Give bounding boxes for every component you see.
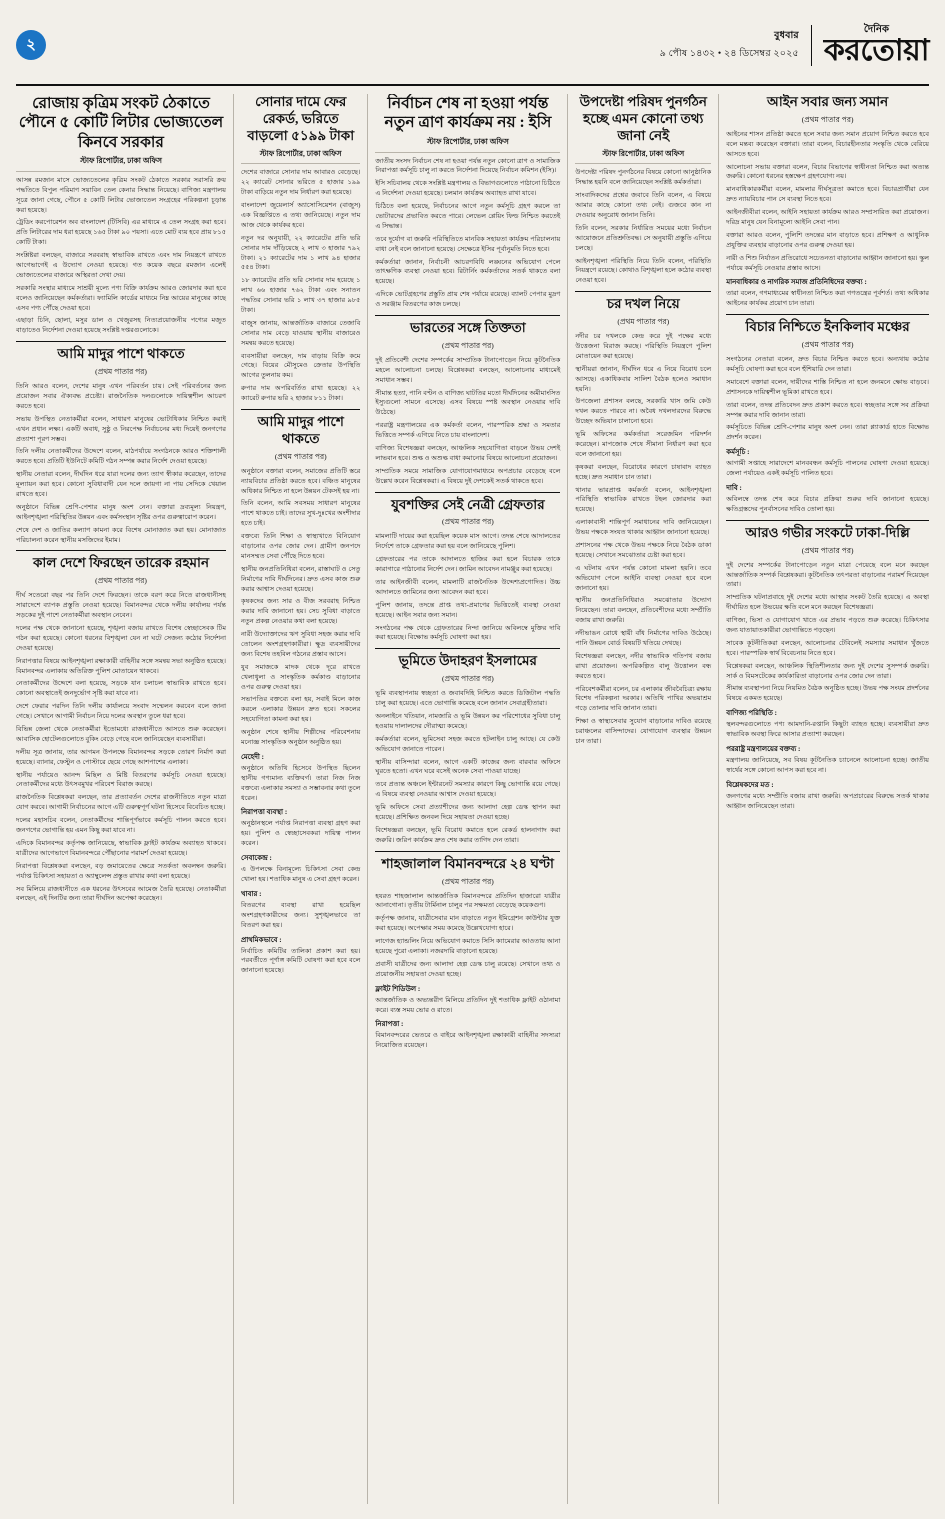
article: [16, 94, 226, 336]
article-headline[interactable]: আমি মাদুর পাশে থাকতে: [257, 413, 344, 446]
subsection-title: পররাষ্ট্র মন্ত্রণালয়ের বক্তব্য :: [726, 745, 801, 754]
subsection-title: বাণিজ্য পরিস্থিতি :: [726, 709, 777, 718]
paragraph: আইনশৃঙ্খলা পরিস্থিতি নিয়ে তিনি বলেন, পরিস্থিতি নিয়ন্ত্রণে রয়েছে। কোথাও বিশৃঙ্খলা হলে কঠোর ব্যবস্থা নেওয়া হবে।: [575, 257, 712, 285]
paragraph: বিভিন্ন জেলা থেকে নেতাকর্মীরা ইতোমধ্যে রাজধানীতে আসতে শুরু করেছেন। আবাসিক হোটেলগুলোতে বুকিং বেড়ে গেছে বলে জানিয়েছেন ব্যবসায়ীরা।: [16, 726, 226, 743]
article: [726, 314, 929, 515]
subsection-title: কর্মসূচি :: [726, 448, 750, 457]
article-headline[interactable]: ভূমিতে উদাহরণ ইসলামের: [398, 653, 537, 669]
column-5: [719, 94, 929, 1504]
paragraph: বিশেষজ্ঞরা বলছেন, নদীর স্বাভাবিক গতিপথ বজায় রাখা প্রয়োজন। অপরিকল্পিত বালু উত্তোলন বন্ধ করতে হবে।: [575, 652, 712, 680]
article-headline[interactable]: আইন সবার জন্য সমান: [767, 94, 889, 109]
article-headline[interactable]: নির্বাচন শেষ না হওয়া পর্যন্ত নতুন ত্রাণ কার্যক্রম নয় : ইসি: [384, 95, 552, 132]
article-headline[interactable]: বিচার নিশ্চিতে ইনকিলাব মঞ্চের: [745, 319, 910, 335]
byline-rule: [375, 152, 560, 153]
paragraph: কর্মকর্তারা জানান, নির্বাচনী আচরণবিধি লঙ্ঘনের অভিযোগ পেলে তাৎক্ষণিক ব্যবস্থা নেওয়া হবে। রিটার্নিং কর্মকর্তাদের সতর্ক থাকতে বলা হয়েছে।: [375, 258, 561, 286]
paragraph: সাম্প্রতিক ঘটনাপ্রবাহে দুই দেশের মধ্যে আস্থার সংকট তৈরি হয়েছে। এ অবস্থা দীর্ঘায়িত হলে উভয়ের ক্ষতি বলে মনে করছেন বিশেষজ্ঞরা।: [726, 594, 929, 612]
continuation-note: (প্রথম পাতার পর): [801, 114, 854, 124]
paragraph: দেশের বাজারে সোনার দাম আবারও বেড়েছে। ২২ ক্যারেট সোনার ভরিতে ৫ হাজার ১৯৯ টাকা বাড়িয়ে নতুন দাম নির্ধারণ করা হয়েছে।: [241, 169, 361, 197]
article-headline[interactable]: কাল দেশে ফিরছেন তারেক রহমান: [32, 555, 210, 571]
paragraph: কর্মকর্তারা বলেন, ভূমিসেবা সহজ করতে হটলাইন চালু আছে। যে কেউ অভিযোগ জানাতে পারেন।: [375, 735, 561, 753]
masthead-day: বুধবার: [774, 30, 799, 41]
paragraph: ভূমি অফিসে সেবা প্রত্যাশীদের জন্য আলাদা হেল্প ডেস্ক স্থাপন করা হয়েছে। প্রশিক্ষিত জনবল দিয়ে সহায়তা দেওয়া হচ্ছে।: [375, 804, 561, 821]
paragraph: প্রবাসী যাত্রীদের জন্য আলাদা হেল্প ডেস্ক চালু রয়েছে। সেখানে তথ্য ও প্রয়োজনীয় সহায়তা দেওয়া হচ্ছে।: [375, 960, 561, 978]
paragraph: রুপার দাম অপরিবর্তিত রাখা হয়েছে। ২২ ক্যারেট রুপার ভরি ২ হাজার ৮১১ টাকা।: [241, 385, 361, 403]
paragraph: এদিকে ভোটগ্রহণের প্রস্তুতি প্রায় শেষ পর্যায়ে রয়েছে। ব্যালট পেপার মুদ্রণ ও সরঞ্জাম বিতরণের কাজ চলছে।: [375, 291, 561, 309]
paragraph: নিরাপত্তা বিশ্লেষকরা বলছেন, বড় জমায়েতের ক্ষেত্রে সতর্কতা অবলম্বন জরুরি। পর্যাপ্ত চিকিৎসা সহায়তা ও অ্যাম্বুলেন্স প্রস্তুত রাখার কথা বলা হয়েছে।: [16, 862, 226, 880]
article: [726, 94, 929, 309]
paragraph: চিঠিতে বলা হয়েছে, নির্বাচনের আগে নতুন কর্মসূচি গ্রহণ করলে তা ভোটারদের প্রভাবিত করতে পারে। লেভেল প্লেয়িং ফিল্ড নিশ্চিত করতেই এ সিদ্ধান্ত।: [375, 203, 561, 230]
paragraph: সংগঠনের পক্ষ থেকে গ্রেফতারের নিন্দা জানিয়ে অবিলম্বে মুক্তির দাবি করা হয়েছে। বিক্ষোভ কর্মসূচি ঘোষণা করা হয়।: [375, 624, 561, 642]
column-4: [568, 94, 719, 1504]
paragraph: শিক্ষা ও স্বাস্থ্যসেবার সুযোগ বাড়ানোর দাবিও রয়েছে চরাঞ্চলের বাসিন্দাদের। যোগাযোগ ব্যবস্থার উন্নয়ন চান তারা।: [575, 718, 712, 745]
subsection-text: অনুষ্ঠানস্থলে পর্যাপ্ত নিরাপত্তা ব্যবস্থা গ্রহণ করা হয়। পুলিশ ও স্বেচ্ছাসেবকরা দায়িত্ব পালন করেন।: [241, 820, 361, 848]
divider-rule: [375, 851, 560, 852]
subsection-title: প্রাথমিকভাবে :: [241, 935, 282, 944]
divider-rule: [16, 341, 226, 342]
paragraph: আসন্ন রমজান মাসে ভোজ্যতেলের কৃত্রিম সংকট ঠেকাতে সরকার সরাসরি ক্রয় পদ্ধতিতে বিপুল পরিমাণ সয়াবিন তেল কেনার সিদ্ধান্ত নিয়েছে। বাণিজ্য মন্ত্রণালয় সূত্রে জানা গেছে, পৌনে ৫ কোটি লিটার ভোজ্যতেল সংগ্রহের পরিকল্পনা চূড়ান্ত করা হয়েছে।: [16, 176, 226, 214]
paragraph: পরিবেশকর্মীরা বলেন, চর এলাকার জীববৈচিত্র্য রক্ষায় বিশেষ পরিকল্পনা দরকার। অতিথি পাখির অভয়াশ্রম গড়ে তোলার দাবি জানান তারা।: [575, 685, 712, 713]
article-headline[interactable]: শাহজালাল বিমানবন্দরে ২৪ ঘণ্টা: [381, 855, 554, 871]
paragraph: আইনজীবীরা বলেন, আইনি সহায়তা কার্যক্রম আরও সম্প্রসারিত করা প্রয়োজন। দরিদ্র মানুষ যেন বিনামূল্যে আইনি সেবা পান।: [726, 209, 929, 226]
paragraph: উপদেষ্টা পরিষদ পুনর্গঠনের বিষয়ে কোনো আনুষ্ঠানিক সিদ্ধান্ত হয়নি বলে জানিয়েছেন সংশ্লিষ্ট কর্মকর্তারা।: [575, 169, 712, 187]
article-grid: [16, 94, 929, 1504]
article-body: [16, 176, 226, 336]
article-headline[interactable]: যুবশক্তির সেই নেত্রী গ্রেফতার: [391, 496, 545, 512]
masthead: [16, 14, 929, 86]
paragraph: আইনের শাসন প্রতিষ্ঠা করতে হলে সবার জন্য সমান প্রয়োগ নিশ্চিত করতে হবে বলে মন্তব্য করেছেন বক্তারা। তারা বলেন, বিচারহীনতার সংস্কৃতি থেকে বেরিয়ে আসতে হবে।: [726, 130, 929, 158]
subsection-text: এ উপলক্ষে বিনামূল্যে চিকিৎসা সেবা কেন্দ্র খোলা হয়। শতাধিক মানুষ এ সেবা গ্রহণ করেন।: [241, 866, 361, 883]
paragraph: তারা বলেন, তদন্ত প্রতিবেদন দ্রুত প্রকাশ করতে হবে। স্বচ্ছতার সঙ্গে সব প্রক্রিয়া সম্পন্ন করার দাবি জানান তারা।: [726, 401, 929, 419]
paragraph: স্থানীয় পর্যায়েও আনন্দ মিছিল ও মিষ্টি বিতরণের কর্মসূচি নেওয়া হয়েছে। নেতাকর্মীদের মধ্যে উৎসবমুখর পরিবেশ বিরাজ করছে।: [16, 771, 226, 789]
masthead-left: [16, 30, 46, 60]
continuation-note: (প্রথম পাতার পর): [801, 340, 854, 350]
paragraph: সীমান্ত হত্যা, পানি বণ্টন ও বাণিজ্য ঘাটতির মতো দীর্ঘদিনের অমীমাংসিত ইস্যুগুলো সামনে এসেছে। এসব বিষয়ে স্পষ্ট অবস্থান নেওয়ার দাবি উঠেছে।: [375, 389, 561, 417]
byline-rule: [575, 163, 711, 164]
paragraph: সীমান্ত ব্যবস্থাপনা নিয়ে নিয়মিত বৈঠক অনুষ্ঠিত হচ্ছে। উভয় পক্ষ সংযম প্রদর্শনের বিষয়ে একমত হয়েছে।: [726, 685, 929, 703]
divider-rule: [726, 520, 929, 521]
paragraph: বাজুস জানায়, আন্তর্জাতিক বাজারে তেজাবি সোনার দাম বেড়ে যাওয়ায় স্থানীয় বাজারেও সমন্বয় করতে হয়েছে।: [241, 319, 361, 347]
article-body: [575, 168, 711, 286]
article-byline: স্টাফ রিপোর্টার, ঢাকা অফিস: [602, 148, 685, 158]
subsection-text: জনগণের মধ্যে সম্প্রীতি বজায় রাখা জরুরি। অপপ্রচারের বিরুদ্ধে সতর্ক থাকার আহ্বান জানিয়েছেন তারা।: [726, 792, 929, 810]
continuation-note: (প্রথম পাতার পর): [95, 367, 147, 377]
continuation-note: (প্রথম পাতার পর): [442, 340, 494, 350]
paragraph: পররাষ্ট্র মন্ত্রণালয়ের এক কর্মকর্তা বলেন, পারস্পরিক শ্রদ্ধা ও সমতার ভিত্তিতে সম্পর্ক এগিয়ে নিতে চায় বাংলাদেশ।: [375, 422, 561, 440]
paragraph: দলীয় সূত্র জানায়, তার আগমন উপলক্ষে বিমানবন্দর সড়কে তোরণ নির্মাণ করা হয়েছে। ব্যানার, ফেস্টুন ও পোস্টারে ছেয়ে গেছে আশপাশের এলাকা।: [16, 748, 226, 766]
article: [375, 851, 560, 1052]
paragraph: সমাবেশে বক্তারা বলেন, দায়ীদের শাস্তি নিশ্চিত না হলে জনমনে ক্ষোভ বাড়বে। প্রশাসনকে দায়িত্বশীল ভূমিকা রাখতে হবে।: [726, 378, 929, 396]
subsection-title: খাবার :: [241, 889, 262, 898]
article-body: [726, 355, 929, 515]
article-headline[interactable]: আমি মাদুর পাশে থাকতে: [57, 346, 185, 362]
newspaper-logo: [811, 25, 929, 66]
column-3: [368, 94, 568, 1504]
article: [375, 492, 560, 644]
paragraph: স্থানীয় জনপ্রতিনিধিরা বলেন, রাস্তাঘাট ও সেতু নির্মাণের দাবি দীর্ঘদিনের। দ্রুত এসব কাজ শুরু করার আশ্বাস দেওয়া হয়েছে।: [241, 565, 361, 593]
paragraph: অনলাইনে খতিয়ান, নামজারি ও ভূমি উন্নয়ন কর পরিশোধের সুবিধা চালু হওয়ায় দালালদের দৌরাত্ম্য কমেছে।: [375, 712, 561, 730]
continuation-note: (প্রথম পাতার পর): [95, 576, 147, 586]
paragraph: কৃষকরা বলছেন, বিরোধের কারণে চাষাবাদ ব্যাহত হচ্ছে। দ্রুত সমাধান চান তারা।: [575, 463, 712, 481]
column-2: [234, 94, 368, 1504]
article-headline[interactable]: সোনার দামে ফের রেকর্ড, ভরিতে বাড়লো ৫১৯৯ টাকা: [247, 94, 355, 143]
continuation-note: (প্রথম পাতার পর): [617, 317, 670, 327]
article: [241, 409, 360, 976]
paragraph: এদিকে বিমানবন্দর কর্তৃপক্ষ জানিয়েছে, স্বাভাবিক ফ্লাইট কার্যক্রম অব্যাহত থাকবে। যাত্রীদের আগেভাগে বিমানবন্দরে পৌঁছানোর পরামর্শ দেওয়া হয়েছে।: [16, 839, 226, 857]
paragraph: বাণিজ্য, ভিসা ও যোগাযোগ খাতে এর প্রভাব পড়তে শুরু করেছে। চিকিৎসার জন্য যাতায়াতকারীরা ভোগান্তিতে পড়ছেন।: [726, 617, 929, 635]
paragraph: ভূমি ব্যবস্থাপনায় স্বচ্ছতা ও জবাবদিহি নিশ্চিত করতে ডিজিটাল পদ্ধতি চালু করা হয়েছে। এতে ভোগান্তি কমেছে বলে জানান সেবাগ্রহীতারা।: [375, 690, 561, 708]
article-body: [16, 591, 226, 904]
article-headline[interactable]: চর দখল নিয়ে: [606, 296, 680, 312]
paragraph: নদীভাঙন রোধে স্থায়ী বাঁধ নির্মাণের দাবিও উঠেছে। পানি উন্নয়ন বোর্ড বিষয়টি খতিয়ে দেখছে।: [575, 630, 712, 647]
paragraph: সাম্প্রতিক সময়ে সামাজিক যোগাযোগমাধ্যমে অপপ্রচার বেড়েছে বলে উল্লেখ করেন বিশ্লেষকরা। এ বিষয়ে দুই দেশকেই সতর্ক থাকতে হবে।: [375, 467, 561, 485]
article-headline[interactable]: উপদেষ্টা পরিষদ পুনর্গঠন হচ্ছে এমন কোনো তথ্য জানা নেই: [579, 94, 707, 143]
divider-rule: [375, 648, 560, 649]
article-body: [375, 532, 560, 643]
paragraph: স্থানীয় নেতারা বলেন, দীর্ঘদিন ধরে যারা দলের জন্য ত্যাগ স্বীকার করেছেন, তাদের মূল্যায়ন করা হবে। কোনো সুবিধাবাদী যেন দলে জায়গা না পায় সেদিকে খেয়াল রাখতে হবে।: [16, 471, 226, 499]
article-headline[interactable]: আরও গভীর সংকটে ঢাকা-দিল্লি: [745, 524, 910, 540]
paragraph: হযরত শাহজালাল আন্তর্জাতিক বিমানবন্দরে প্রতিদিন হাজারো যাত্রীর আনাগোনা। তৃতীয় টার্মিনাল চালুর পর সক্ষমতা বেড়েছে কয়েকগুণ।: [375, 892, 561, 910]
subsection-text: অনুষ্ঠানে অতিথি হিসেবে উপস্থিত ছিলেন স্থানীয় গণ্যমান্য ব্যক্তিবর্গ। তারা নিজ নিজ বক্তব্যে এলাকার সমস্যা ও সম্ভাবনার কথা তুলে ধরেন।: [241, 764, 361, 802]
article-body: [726, 130, 929, 309]
paragraph: সব মিলিয়ে রাজধানীতে এক ধরনের উৎসবের আমেজ তৈরি হয়েছে। নেতাকর্মীরা বলছেন, এই দিনটির জন্য তারা দীর্ঘদিন অপেক্ষা করেছেন।: [16, 885, 226, 903]
article: [726, 520, 929, 812]
paragraph: গ্রেফতারের পর তাকে আদালতে হাজির করা হলে বিচারক তাকে কারাগারে পাঠানোর নির্দেশ দেন। জামিন আবেদন নামঞ্জুর করা হয়েছে।: [375, 556, 561, 574]
paragraph: অনুষ্ঠানে বিভিন্ন শ্রেণি-পেশার মানুষ অংশ নেন। বক্তারা দ্রব্যমূল্য নিয়ন্ত্রণ, আইনশৃঙ্খলা পরিস্থিতির উন্নয়ন এবং কর্মসংস্থান সৃষ্টির ওপর গুরুত্বারোপ করেন।: [16, 503, 226, 521]
logo-small-text: দৈনিক: [863, 23, 889, 35]
paragraph: পুলিশ জানায়, তদন্তে প্রাপ্ত তথ্য-প্রমাণের ভিত্তিতেই ব্যবস্থা নেওয়া হয়েছে। আইন সবার জন্য সমান।: [375, 601, 561, 619]
paragraph: ১৮ ক্যারেটের প্রতি ভরি সোনার দাম হয়েছে ১ লাখ ৬৬ হাজার ৭৬২ টাকা এবং সনাতন পদ্ধতির সোনার ভরি ১ লাখ ৩৭ হাজার ৯৮৫ টাকা।: [241, 277, 361, 314]
article-headline[interactable]: ভারতের সঙ্গে তিক্ততা: [410, 319, 526, 335]
paragraph: কর্মসূচিতে বিভিন্ন শ্রেণি-পেশার মানুষ অংশ নেন। তারা প্ল্যাকার্ড হাতে বিক্ষোভ প্রদর্শন করেন।: [726, 424, 929, 442]
article-byline: স্টাফ রিপোর্টার, ঢাকা অফিস: [426, 136, 509, 146]
subsection-title: নিরাপত্তা :: [375, 1020, 404, 1029]
paragraph: সভায় উপস্থিত নেতাকর্মীরা বলেন, সাধারণ মানুষের ভোটাধিকার নিশ্চিত করাই এখন প্রধান লক্ষ্য। একটি অবাধ, সুষ্ঠু ও নিরপেক্ষ নির্বাচনের মধ্য দিয়েই জনগণের প্রত্যাশা পূরণ সম্ভব।: [16, 415, 226, 443]
divider-rule: [375, 492, 560, 493]
continuation-note: (প্রথম পাতার পর): [801, 545, 854, 555]
paragraph: স্থানীয় বাসিন্দারা বলেন, আগে একটি কাজের জন্য বারবার অফিসে ঘুরতে হতো। এখন ঘরে বসেই অনেক সেবা পাওয়া যাচ্ছে।: [375, 758, 561, 776]
masthead-date: [660, 29, 799, 66]
article-body: [375, 689, 560, 845]
paragraph: দলের মহাসচিব বলেন, নেতাকর্মীদের শান্তিপূর্ণভাবে কর্মসূচি পালন করতে হবে। জনগণের ভোগান্তি হয় এমন কিছু করা যাবে না।: [16, 817, 226, 835]
masthead-right: [660, 25, 929, 66]
paragraph: বক্তারা আরও বলেন, পুলিশি তদন্তের মান বাড়াতে হবে। প্রশিক্ষণ ও আধুনিক প্রযুক্তির ব্যবহার বাড়ানোর ওপর গুরুত্ব দেওয়া হয়।: [726, 231, 929, 249]
paragraph: সংশ্লিষ্টরা বলছেন, বাজারে সরবরাহ স্বাভাবিক রাখতে এবং দাম নিয়ন্ত্রণে রাখতে আগেভাগেই এ উদ্যোগ নেওয়া হয়েছে। গত কয়েক বছরে রমজান এলেই ভোজ্যতেলের বাজারে অস্থিরতা দেখা দেয়।: [16, 252, 226, 279]
paragraph: থানার ভারপ্রাপ্ত কর্মকর্তা বলেন, আইনশৃঙ্খলা পরিস্থিতি স্বাভাবিক রাখতে টহল জোরদার করা হয়েছে।: [575, 486, 712, 514]
paragraph: রাজনৈতিক বিশ্লেষকরা বলছেন, তার প্রত্যাবর্তন দেশের রাজনীতিতে নতুন মাত্রা যোগ করবে। আগামী নির্বাচনের আগে এটি গুরুত্বপূর্ণ ঘটনা হিসেবে বিবেচিত হচ্ছে।: [16, 794, 226, 812]
paragraph: মামলাটি দায়ের করা হয়েছিল কয়েক মাস আগে। তদন্ত শেষে আদালতের নির্দেশে তাকে গ্রেফতার করা হয় বলে জানিয়েছে পুলিশ।: [375, 533, 561, 551]
article: [575, 291, 711, 747]
paragraph: দুই প্রতিবেশী দেশের সম্পর্কের সাম্প্রতিক টানাপোড়েন নিয়ে কূটনৈতিক মহলে আলোচনা চলছে। বিশ্লেষকরা বলছেন, আলোচনার মাধ্যমেই সমাধান সম্ভব।: [375, 356, 561, 384]
paragraph: নারী উদ্যোক্তাদের ঋণ সুবিধা সহজ করার দাবি তোলেন অংশগ্রহণকারীরা। ক্ষুদ্র ব্যবসায়ীদের জন্য বিশেষ তহবিল গঠনের প্রস্তাব আসে।: [241, 631, 361, 658]
paragraph: আলোচনা সভায় বক্তারা বলেন, বিচার বিভাগের স্বাধীনতা নিশ্চিত করা অত্যন্ত জরুরি। কোনো ধরনের হস্তক্ষেপ গ্রহণযোগ্য নয়।: [726, 163, 929, 181]
subsection-title: নিরাপত্তা ব্যবস্থা :: [241, 808, 288, 817]
article-body: [16, 382, 226, 545]
paragraph: দলের পক্ষ থেকে জানানো হয়েছে, শৃঙ্খলা বজায় রাখতে বিশেষ স্বেচ্ছাসেবক টিম গঠন করা হয়েছে। কোনো ধরনের বিশৃঙ্খলা যেন না ঘটে সেজন্য কঠোর নির্দেশনা দেওয়া হয়েছে।: [16, 625, 226, 652]
article-body: [375, 356, 560, 487]
divider-rule: [375, 315, 560, 316]
paragraph: ইসি সচিবালয় থেকে সংশ্লিষ্ট মন্ত্রণালয় ও বিভাগগুলোতে পাঠানো চিঠিতে এ নির্দেশনা দেওয়া হয়েছে। চলমান কার্যক্রম অব্যাহত রাখা যাবে।: [375, 180, 561, 198]
paragraph: নিরাপত্তার বিষয়ে আইনশৃঙ্খলা রক্ষাকারী বাহিনীর সঙ্গে সমন্বয় সভা অনুষ্ঠিত হয়েছে। বিমানবন্দর এলাকায় অতিরিক্ত পুলিশ মোতায়েন থাকবে।: [16, 657, 226, 675]
article-body: [375, 157, 560, 310]
paragraph: সাংবাদিকদের প্রশ্নের জবাবে তিনি বলেন, এ বিষয়ে আমার কাছে কোনো তথ্য নেই। গুজবে কান না দেওয়ার অনুরোধ জানান তিনি।: [575, 192, 712, 219]
subsection-text: তারা বলেন, গণমাধ্যমের স্বাধীনতা নিশ্চিত করা গণতন্ত্রের পূর্বশর্ত। তথ্য অধিকার আইনের কার্যকর প্রয়োগ চান তারা।: [726, 290, 929, 308]
paragraph: তবে দুর্যোগ বা জরুরি পরিস্থিতিতে মানবিক সহায়তা কার্যক্রম পরিচালনায় বাধা নেই বলে জানানো হয়েছে। সেক্ষেত্রে ইসির পূর্বানুমতি নিতে হবে।: [375, 235, 561, 253]
subsection-text: নির্বাচিত কমিটির তালিকা প্রকাশ করা হয়। পরবর্তীতে পূর্ণাঙ্গ কমিটি ঘোষণা করা হবে বলে জানানো হয়েছে।: [241, 947, 361, 975]
paragraph: নদীর চর দখলকে কেন্দ্র করে দুই পক্ষের মধ্যে উত্তেজনা বিরাজ করছে। পরিস্থিতি নিয়ন্ত্রণে পুলিশ মোতায়েন করা হয়েছে।: [575, 333, 712, 360]
article-headline[interactable]: রোজায় কৃত্রিম সংকট ঠেকাতে পৌনে ৫ কোটি লিটার ভোজ্যতেল কিনবে সরকার: [18, 95, 224, 151]
article: [375, 315, 560, 487]
paragraph: স্থানীয়রা জানান, দীর্ঘদিন ধরে এ নিয়ে বিরোধ চলে আসছে। একাধিকবার সালিশ বৈঠক হলেও সমাধান হয়নি।: [575, 365, 712, 393]
paragraph: নারী ও শিশু নির্যাতন প্রতিরোধে সচেতনতা বাড়ানোর আহ্বান জানানো হয়। স্কুল পর্যায়ে কর্মসূচি নেওয়ার প্রস্তাব আসে।: [726, 254, 929, 272]
subsection-title: দাবি :: [726, 484, 742, 493]
paragraph: বিশ্লেষকরা বলছেন, আঞ্চলিক স্থিতিশীলতার জন্য দুই দেশের সুসম্পর্ক জরুরি। সার্ক ও বিমসটেকের কার্যকারিতা বাড়ানোর ওপর জোর দেন তারা।: [726, 662, 929, 680]
subsection-text: বিতরণের ব্যবস্থা রাখা হয়েছিল অংশগ্রহণকারীদের জন্য। সুশৃঙ্খলভাবে তা বিতরণ করা হয়।: [241, 901, 361, 929]
paragraph: যুব সমাজকে মাদক থেকে দূরে রাখতে খেলাধুলা ও সাংস্কৃতিক কর্মকাণ্ড বাড়ানোর ওপর গুরুত্ব দেওয়া হয়।: [241, 663, 361, 691]
subsection-text: স্থলবন্দরগুলোতে পণ্য আমদানি-রপ্তানি কিছুটা ব্যাহত হচ্ছে। ব্যবসায়ীরা দ্রুত স্বাভাবিক অবস্থা ফিরে আসার প্রত্যাশা করছেন।: [726, 721, 929, 739]
article: [16, 550, 226, 904]
paragraph: সাবেক কূটনীতিকরা বলছেন, আলোচনার টেবিলেই সমস্যার সমাধান খুঁজতে হবে। পারস্পরিক স্বার্থ বিবেচনায় নিতে হবে।: [726, 639, 929, 657]
paragraph: তিনি আরও বলেন, দেশের মানুষ এখন পরিবর্তন চায়। সেই পরিবর্তনের জন্য প্রয়োজন সবার ঐক্যবদ্ধ প্রচেষ্টা। রাজনৈতিক দলগুলোকে দায়িত্বশীল আচরণ করতে হবে।: [16, 383, 226, 410]
article-byline: স্টাফ রিপোর্টার, ঢাকা অফিস: [80, 156, 162, 166]
paragraph: এছাড়া চিনি, ছোলা, মসুর ডাল ও খেজুরসহ নিত্যপ্রয়োজনীয় পণ্যের মজুত বাড়াতেও নির্দেশনা দেওয়া হয়েছে সংশ্লিষ্ট দপ্তরগুলোকে।: [16, 317, 226, 335]
article: [375, 94, 560, 310]
divider-rule: [16, 550, 226, 551]
paragraph: তিনি দলীয় নেতাকর্মীদের উদ্দেশে বলেন, মাঠপর্যায়ে সংগঠনকে আরও শক্তিশালী করতে হবে। প্রতিটি ইউনিটে কমিটি গঠন সম্পন্ন করার নির্দেশ দেওয়া হয়েছে।: [16, 448, 226, 466]
paragraph: সরকারি সংস্থার মাধ্যমে সাশ্রয়ী মূল্যে পণ্য বিক্রি কার্যক্রম আরও জোরদার করা হবে বলেও জানিয়েছেন কর্মকর্তারা। ফ্যামিলি কার্ডের মাধ্যমে নিম্ন আয়ের মানুষের কাছে এসব পণ্য পৌঁছে দেওয়া হবে।: [16, 284, 226, 312]
continuation-note: (প্রথম পাতার পর): [442, 876, 494, 886]
page-number-badge: ২: [16, 30, 46, 60]
paragraph: বক্তব্যে তিনি শিক্ষা ও স্বাস্থ্যখাতে বিনিয়োগ বাড়ানোর ওপর জোর দেন। গ্রামীণ জনপদে মানসম্মত সেবা পৌঁছে দিতে হবে।: [241, 533, 361, 560]
paragraph: বিশেষজ্ঞরা বলছেন, ভূমি বিরোধ কমাতে হলে রেকর্ড হালনাগাদ করা জরুরি। জরিপ কার্যক্রম দ্রুত শেষ করার তাগিদ দেন তারা।: [375, 826, 561, 844]
byline-rule: [241, 163, 360, 164]
paragraph: ট্রেডিং করপোরেশন অব বাংলাদেশ (টিসিবি) এর মাধ্যমে এ তেল সংগ্রহ করা হবে। প্রতি লিটারের দাম ধরা হয়েছে ১৬৫ টাকা ৯০ পয়সা। এতে মোট ব্যয় হবে প্রায় ৮১৫ কোটি টাকা।: [16, 219, 226, 247]
paragraph: অনুষ্ঠানে বক্তারা বলেন, সমাজের প্রতিটি স্তরে ন্যায়বিচার প্রতিষ্ঠা করতে হবে। বঞ্চিত মানুষের অধিকার নিশ্চিত না হলে উন্নয়ন টেকসই হয় না।: [241, 467, 361, 495]
article: [575, 94, 711, 286]
paragraph: নতুন দর অনুযায়ী, ২২ ক্যারেটের প্রতি ভরি সোনার দাম দাঁড়িয়েছে ২ লাখ ৩ হাজার ৭৯২ টাকা। ২১ ক্যারেটের দাম ১ লাখ ৯৪ হাজার ৫৫৪ টাকা।: [241, 234, 361, 272]
paragraph: শেষে দেশ ও জাতির কল্যাণ কামনা করে বিশেষ মোনাজাত করা হয়। মোনাজাত পরিচালনা করেন স্থানীয় মসজিদের ইমাম।: [16, 526, 226, 544]
paragraph: এ ঘটনায় এখন পর্যন্ত কোনো মামলা হয়নি। তবে অভিযোগ পেলে আইনি ব্যবস্থা নেওয়া হবে বলে জানানো হয়।: [575, 564, 712, 592]
article-body: [241, 168, 360, 404]
paragraph: এলাকাবাসী শান্তিপূর্ণ সমাধানের দাবি জানিয়েছেন। উভয় পক্ষকে সংযত থাকার আহ্বান জানানো হয়েছে।: [575, 519, 712, 537]
article-body: [726, 561, 929, 812]
article: [375, 648, 560, 845]
paragraph: লাগেজ হ্যান্ডলিং নিয়ে অভিযোগ কমাতে সিসি ক্যামেরার আওতায় আনা হয়েছে পুরো এলাকা। নজরদারি বাড়ানো হয়েছে।: [375, 938, 561, 955]
paragraph: দীর্ঘ সতেরো বছর পর তিনি দেশে ফিরছেন। তাকে বরণ করে নিতে রাজধানীসহ সারাদেশে ব্যাপক প্রস্তুতি নেওয়া হয়েছে। বিমানবন্দর থেকে দলীয় কার্যালয় পর্যন্ত সড়কের দুই পাশে নেতাকর্মীরা অবস্থান নেবেন।: [16, 592, 226, 620]
paragraph: তিনি বলেন, সরকার নির্ধারিত সময়ের মধ্যে নির্বাচন আয়োজনে প্রতিশ্রুতিবদ্ধ। সে অনুযায়ী প্রস্তুতি এগিয়ে চলছে।: [575, 224, 712, 252]
subsection-text: মন্ত্রণালয় জানিয়েছে, সব বিষয় কূটনৈতিক চ্যানেলে আলোচনা হচ্ছে। জাতীয় স্বার্থের সঙ্গে কোনো আপস করা হবে না।: [726, 757, 929, 774]
divider-rule: [575, 291, 711, 292]
article-byline: স্টাফ রিপোর্টার, ঢাকা অফিস: [259, 148, 342, 158]
paragraph: অনুষ্ঠান শেষে স্থানীয় শিল্পীদের পরিবেশনায় মনোজ্ঞ সাংস্কৃতিক অনুষ্ঠান অনুষ্ঠিত হয়।: [241, 729, 361, 746]
subsection-text: বিমানবন্দরের ভেতরে ও বাইরে আইনশৃঙ্খলা রক্ষাকারী বাহিনীর সদস্যরা নিয়োজিত রয়েছেন।: [375, 1032, 561, 1050]
paragraph: স্থানীয় জনপ্রতিনিধিরাও সমঝোতার উদ্যোগ নিয়েছেন। তারা বলছেন, প্রতিবেশীদের মধ্যে সম্প্রীতি বজায় রাখা জরুরি।: [575, 597, 712, 625]
paragraph: দুই দেশের সম্পর্কের টানাপোড়েন নতুন মাত্রা পেয়েছে বলে মনে করছেন আন্তর্জাতিক সম্পর্ক বিশ্লেষকরা। কূটনৈতিক তৎপরতা বাড়ানোর পরামর্শ দিয়েছেন তারা।: [726, 561, 929, 589]
paragraph: দেশে ফেরার পরদিন তিনি দলীয় কার্যালয়ে সংবাদ সম্মেলন করবেন বলে জানা গেছে। সেখানে আগামী নির্বাচন নিয়ে দলের অবস্থান তুলে ধরা হবে।: [16, 703, 226, 721]
paragraph: ব্যবসায়ীরা বলছেন, দাম বাড়ায় বিক্রি কমে গেছে। বিয়ের মৌসুমেও ক্রেতার উপস্থিতি আগের তুলনায় কম।: [241, 352, 361, 380]
article: [16, 341, 226, 545]
continuation-note: (প্রথম পাতার পর): [274, 451, 327, 461]
byline-rule: [16, 171, 226, 172]
paragraph: প্রশাসনের পক্ষ থেকে উভয় পক্ষকে নিয়ে বৈঠক ডাকা হয়েছে। সেখানে সমঝোতার চেষ্টা করা হবে।: [575, 541, 712, 559]
logo-main-text: করতোয়া: [823, 33, 929, 67]
article-body: [241, 467, 360, 977]
continuation-note: (প্রথম পাতার পর): [442, 674, 494, 684]
subsection-text: আগামী সপ্তাহে সারাদেশে মানববন্ধন কর্মসূচি পালনের ঘোষণা দেওয়া হয়েছে। জেলা পর্যায়েও একই কর্মসূচি পালিত হবে।: [726, 460, 929, 478]
paragraph: নেতাকর্মীদের উদ্দেশে বলা হয়েছে, সড়কে যান চলাচল স্বাভাবিক রাখতে হবে। কোনো অবস্থাতেই জনদুর্ভোগ সৃষ্টি করা যাবে না।: [16, 680, 226, 698]
paragraph: সভাপতির বক্তব্যে বলা হয়, সবাই মিলে কাজ করলে এলাকার উন্নয়ন দ্রুত হবে। সকলের সহযোগিতা কামনা করা হয়।: [241, 696, 361, 724]
subsection-text: অবিলম্বে তদন্ত শেষ করে বিচার প্রক্রিয়া শুরুর দাবি জানানো হয়েছে। ক্ষতিগ্রস্তদের পুনর্বাসনের দাবিও তোলা হয়।: [726, 496, 929, 513]
paragraph: উপজেলা প্রশাসন বলছে, সরকারি খাস জমি কেউ দখল করতে পারবে না। অবৈধ দখলদারদের বিরুদ্ধে উচ্ছেদ অভিযান চালানো হবে।: [575, 398, 712, 426]
subsection-title: বিশ্লেষকদের মত :: [726, 780, 774, 789]
column-1: [16, 94, 234, 1504]
divider-rule: [241, 409, 360, 410]
paragraph: বাংলাদেশ জুয়েলার্স অ্যাসোসিয়েশন (বাজুস) এক বিজ্ঞপ্তিতে এ তথ্য জানিয়েছে। নতুন দাম আজ থেকে কার্যকর হবে।: [241, 202, 361, 229]
paragraph: তিনি বলেন, আমি সবসময় সাধারণ মানুষের পাশে থাকতে চাই। তাদের সুখ-দুঃখের অংশীদার হতে চাই।: [241, 500, 361, 528]
continuation-note: (প্রথম পাতার পর): [442, 517, 494, 527]
subsection-title: ফ্লাইট শিডিউল :: [375, 984, 421, 993]
subsection-title: সেবাকেন্দ্র :: [241, 854, 272, 863]
divider-rule: [726, 314, 929, 315]
subsection-title: মেহেদী :: [241, 752, 264, 761]
paragraph: সংগঠনের নেতারা বলেন, দ্রুত বিচার নিশ্চিত করতে হবে। অন্যথায় কঠোর কর্মসূচি ঘোষণা করা হবে বলে হুঁশিয়ারি দেন তারা।: [726, 356, 929, 373]
paragraph: বাণিজ্য বিশেষজ্ঞরা বলছেন, আঞ্চলিক সহযোগিতা বাড়লে উভয় দেশই লাভবান হবে। শুল্ক ও অশুল্ক বাধা কমানোর বিষয়ে আলোচনা প্রয়োজন।: [375, 444, 561, 462]
paragraph: কৃষকদের জন্য সার ও বীজ সরবরাহ নিশ্চিত করার দাবি জানানো হয়। সেচ সুবিধা বাড়াতে নতুন প্রকল্প নেওয়ার কথা বলা হয়েছে।: [241, 598, 361, 626]
paragraph: তার আইনজীবী বলেন, মামলাটি রাজনৈতিক উদ্দেশ্যপ্রণোদিত। উচ্চ আদালতে জামিনের জন্য আবেদন করা হবে।: [375, 578, 561, 596]
paragraph: তবে প্রত্যন্ত অঞ্চলে ইন্টারনেট সমস্যার কারণে কিছু ভোগান্তি রয়ে গেছে। এ বিষয়ে ব্যবস্থা নেওয়ার আশ্বাস দেওয়া হয়েছে।: [375, 781, 561, 799]
article-body: [575, 332, 711, 747]
paragraph: কর্তৃপক্ষ জানায়, যাত্রীসেবার মান বাড়াতে নতুন ইমিগ্রেশন কাউন্টার যুক্ত করা হয়েছে। অপেক্ষার সময় কমেছে উল্লেখযোগ্য হারে।: [375, 915, 561, 933]
article-body: [375, 892, 560, 1052]
paragraph: মানবাধিকারকর্মীরা বলেন, মামলার দীর্ঘসূত্রতা কমাতে হবে। বিচারপ্রার্থীরা যেন দ্রুত ন্যায়বিচার পান সে ব্যবস্থা নিতে হবে।: [726, 186, 929, 204]
subsection-text: আন্তর্জাতিক ও অভ্যন্তরীণ মিলিয়ে প্রতিদিন দুই শতাধিক ফ্লাইট ওঠানামা করে। ব্যস্ত সময় ভোর ও রাতে।: [375, 996, 561, 1014]
article: [241, 94, 360, 404]
masthead-date-line: ৯ পৌষ ১৪৩২ • ২৪ ডিসেম্বর ২০২৫: [659, 48, 799, 59]
paragraph: জাতীয় সংসদ নির্বাচন শেষ না হওয়া পর্যন্ত নতুন কোনো ত্রাণ ও সামাজিক নিরাপত্তা কর্মসূচি চালু না করতে নির্দেশনা দিয়েছে নির্বাচন কমিশন (ইসি)।: [375, 157, 561, 175]
paragraph: ভূমি অফিসের কর্মকর্তারা সরেজমিন পরিদর্শন করেছেন। মাপজোক শেষে সীমানা নির্ধারণ করা হবে বলে জানানো হয়।: [575, 431, 712, 458]
subsection-title: মানবাধিকার ও নাগরিক সমাজ প্রতিনিধিদের বক্তব্য :: [726, 278, 867, 287]
